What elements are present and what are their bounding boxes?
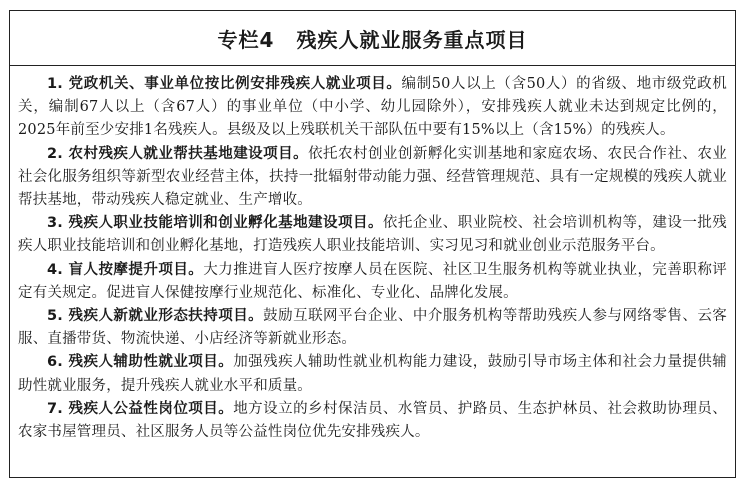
item-text: 鼓励互联网平台企业、中介服务机构等帮助残疾人参与网络零售、云客服、直播带货、物流快递、小店经济等新就业形态。 <box>18 308 727 348</box>
item-heading: 1. 党政机关、事业单位按比例安排残疾人就业项目。 <box>47 76 402 92</box>
list-item <box>18 398 727 444</box>
list-item <box>18 259 727 305</box>
item-text: 加强残疾人辅助性就业机构能力建设，鼓励引导市场主体和社会力量提供辅助性就业服务，提升残疾人就业水平和质量。 <box>18 354 727 394</box>
item-heading: 2. 农村残疾人就业帮扶基地建设项目。 <box>47 145 309 162</box>
item-text: 地方设立的乡村保洁员、水管员、护路员、生态护林员、社会救助协理员、农家书屋管理员、社区服务人员等公益性岗位优先安排残疾人。 <box>18 400 727 441</box>
item-heading: 3. 残疾人职业技能培训和创业孵化基地建设项目。 <box>47 215 383 232</box>
box-header <box>10 11 735 66</box>
box-title: 残疾人就业服务重点项目 <box>296 27 528 52</box>
item-text: 大力推进盲人医疗按摩人员在医院、社区卫生服务机构等就业执业，完善职称评定有关规定。促进盲人保健按摩行业规范化、标准化、专业化、品牌化发展。 <box>18 261 727 301</box>
item-text: 依托企业、职业院校、社会培训机构等，建设一批残疾人职业技能培训和创业孵化基地，打造残疾人职业技能培训、实习见习和就业创业示范服务平台。 <box>18 215 727 255</box>
item-heading: 5. 残疾人新就业形态扶持项目。 <box>47 308 264 325</box>
list-item <box>18 305 727 351</box>
feature-box <box>9 10 736 478</box>
list-item <box>18 351 727 397</box>
box-label: 专栏4 <box>217 27 275 52</box>
item-heading: 4. 盲人按摩提升项目。 <box>47 261 204 278</box>
item-text: 依托农村创业创新孵化实训基地和家庭农场、农民合作社、农业社会化服务组织等新型农业经营主体，扶持一批辐射带动能力强、经营管理规范、具有一定规模的残疾人就业帮扶基地，带动残疾人稳定就业、生产增收。 <box>18 145 727 209</box>
item-heading: 7. 残疾人公益性岗位项目。 <box>47 400 234 417</box>
box-body <box>10 66 735 444</box>
list-item <box>18 73 727 143</box>
list-item <box>18 143 727 213</box>
item-heading: 6. 残疾人辅助性就业项目。 <box>47 354 234 371</box>
item-text: 编制50人以上（含50人）的省级、地市级党政机关，编制67人以上（含67人）的事业单位（中小学、幼儿园除外），安排残疾人就业未达到规定比例的，2025年前至少安排1名残疾人。县级及以上残联机关干部队伍中要有15%以上（含15%）的残疾人。 <box>18 76 728 139</box>
list-item <box>18 212 727 258</box>
